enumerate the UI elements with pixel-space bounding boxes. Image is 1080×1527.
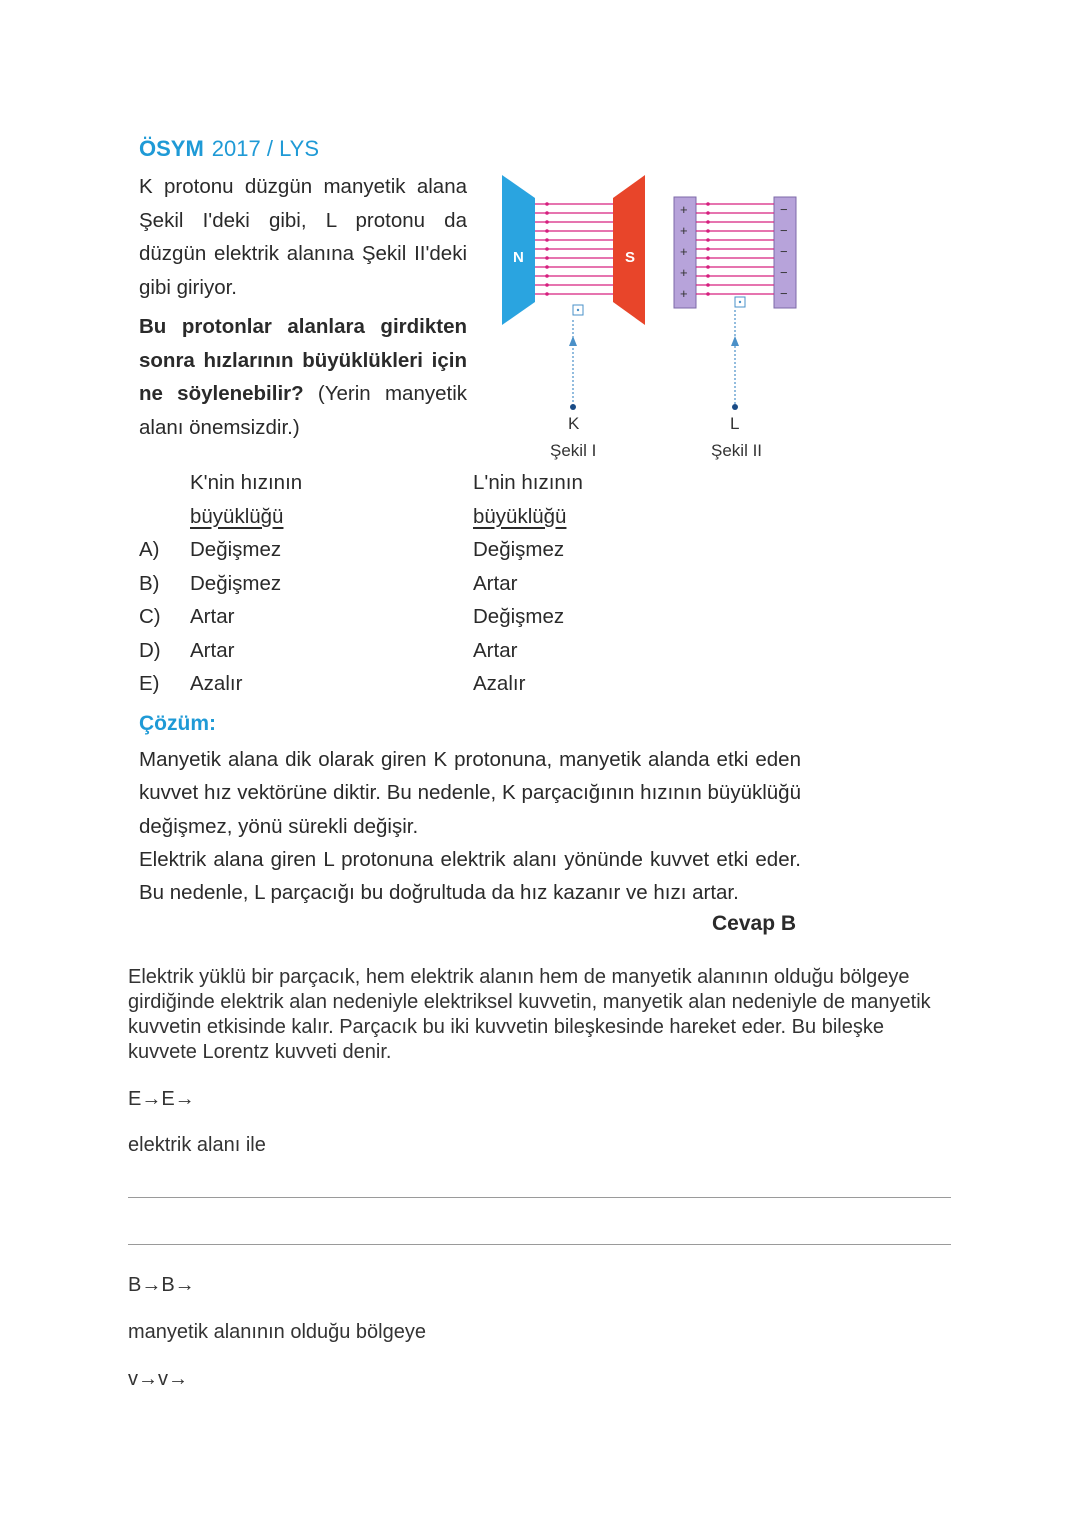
option-c[interactable] [0,600,1080,634]
option-b[interactable] [0,567,1080,601]
option-letter: B) [139,571,160,595]
magnet-n-label: N [513,249,524,266]
electric-field-arrow-dots [706,202,710,296]
option-k-value: Artar [190,605,235,628]
figure-1-magnet [502,175,645,433]
particle-k-label: K [568,414,580,433]
particle-k-arrow [569,336,577,346]
particle-k-dot [570,404,576,410]
column-header-k-line2: büyüklüğü [190,504,284,528]
svg-text:−: − [780,286,788,301]
source-header [139,136,319,162]
lorentz-paragraph: Elektrik yüklü bir parçacık, hem elektrik alanın hem de manyetik alanının olduğu bölgeye girdiğinde elektrik alan nedeniyle elektriksel kuvvetin, manyetik alan nedeniyle de manyetik kuvvetin etkisinde kalır. Parçacık bu iki kuvvetin bileşkesinde hareket eder. Bu bileşke kuvvete Lorentz kuvveti denir. [128,966,931,1063]
svg-text:−: − [780,223,788,238]
figure-caption-1: Şekil I [550,441,597,460]
b-field-text: manyetik alanının olduğu bölgeye [128,1321,426,1343]
plus-signs [680,202,688,301]
figure-caption-2: Şekil II [711,441,763,460]
svg-text:+: + [680,265,688,280]
answer-label: Cevap B [712,912,797,935]
option-a[interactable] [0,533,1080,567]
solution-paragraph-1: Manyetik alana dik olarak giren K protonuna, manyetik alanda etki eden kuvvet hız vektörüne diktir. Bu nedenle, K parçacığının hızının büyüklüğü değişmez, yönü sürekli değişir. [139,748,801,838]
question-intro: K protonu düzgün manyetik alana Şekil I'deki gibi, L protonu da düzgün elektrik alanına Şekil II'deki gibi giriyor. [139,175,467,299]
minus-signs [780,202,788,301]
option-l-value: Artar [473,571,518,595]
svg-text:−: − [780,202,788,217]
svg-text:+: + [680,286,688,301]
option-l-value: Değişmez [473,538,565,561]
option-l-value: Azalır [473,672,526,695]
svg-text:−: − [780,265,788,280]
option-k-value: Azalır [190,672,243,695]
solution-title: Çözüm: [139,712,216,735]
v-vector-text: v→v→ [128,1368,188,1390]
column-header-l-line1: L'nin hızının [473,471,583,494]
option-k-value: Değişmez [190,538,282,561]
svg-text:−: − [780,244,788,259]
option-letter: E) [139,672,160,695]
solution-paragraph-2: Elektrik alana giren L protonuna elektrik alanı yönünde kuvvet etki eder. Bu nedenle, L parçacığı bu doğrultuda da hız kazanır ve hızı artar. [139,847,801,905]
particle-l-dot [732,404,738,410]
question-prompt-note: (Yerin manyetik alanı önemsizdir.) [139,382,467,439]
figure-2-capacitor [674,197,796,433]
solution-text [139,743,801,909]
magnet-s-label: S [625,249,636,266]
svg-text:+: + [680,202,688,217]
column-header-l-line2: büyüklüğü [473,504,567,528]
answer-options [0,533,1080,701]
particle-l-arrow [731,336,739,346]
e-vector-text: E→E→ [128,1088,195,1110]
option-letter: C) [139,605,161,628]
svg-text:+: + [680,223,688,238]
source-year: 2017 / LYS [211,136,320,161]
divider-1 [128,1197,951,1198]
svg-text:+: + [680,244,688,259]
option-l-value: Artar [473,638,518,662]
option-letter: D) [139,638,161,662]
source-label: ÖSYM [139,136,204,161]
option-letter: A) [139,538,160,561]
option-k-value: Değişmez [190,571,282,595]
question-prompt-bold: Bu protonlar alanlara girdikten sonra hızlarının büyüklükleri için ne söylenebilir? [139,315,467,405]
physics-figure [495,170,815,470]
column-header-k-line1: K'nin hızının [190,471,303,494]
question-text [139,170,467,444]
column-header-k [190,466,302,533]
option-d[interactable] [0,634,1080,668]
particle-l-label: L [730,414,740,433]
magnetic-field-arrow-dots [545,202,549,296]
option-k-value: Artar [190,638,235,662]
e-field-text: elektrik alanı ile [128,1134,266,1156]
question-prompt [139,310,467,444]
column-header-l [473,466,583,533]
b-vector-text: B→B→ [128,1274,195,1296]
divider-2 [128,1244,951,1245]
option-e[interactable] [0,667,1080,701]
option-l-value: Değişmez [473,605,565,628]
